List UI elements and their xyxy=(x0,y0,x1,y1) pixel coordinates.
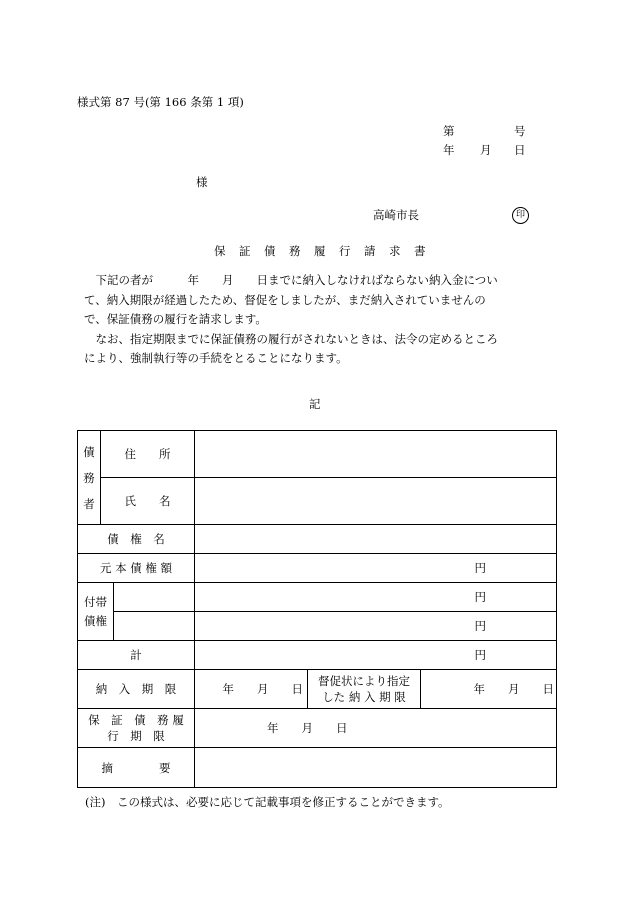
table-row xyxy=(78,525,557,554)
principal-label: 元 本 債 権 額 xyxy=(78,554,195,583)
date-day: 日 xyxy=(514,143,526,157)
payment-deadline-label: 納 入 期 限 xyxy=(78,670,195,709)
claim-table xyxy=(77,430,557,788)
document-no-suffix: 号 xyxy=(514,124,526,138)
table-row xyxy=(78,709,557,748)
claim-name-label: 債 権 名 xyxy=(78,525,195,554)
addressee-suffix: 様 xyxy=(196,175,208,189)
incidental-yen-2[interactable]: 円 xyxy=(195,612,557,641)
incidental-name-2[interactable] xyxy=(114,612,195,641)
table-row xyxy=(78,478,557,525)
total-yen[interactable]: 円 xyxy=(195,641,557,670)
guarantee-deadline-date[interactable]: 年 月 日 xyxy=(195,709,557,748)
incidental-yen-1[interactable]: 円 xyxy=(195,583,557,612)
remarks-value[interactable] xyxy=(195,748,557,788)
payment-deadline-date[interactable]: 年 月 日 xyxy=(195,670,308,709)
ki-heading: 記 xyxy=(309,397,321,411)
footnote: (注) この様式は、必要に応じて記載事項を修正することができます。 xyxy=(85,795,450,809)
form-number: 様式第 87 号(第 166 条第 1 項) xyxy=(77,95,244,109)
issuer: 高崎市長 xyxy=(373,208,419,222)
body-line-2: て、納入期限が経過したため、督促をしましたが、まだ納入されていませんの xyxy=(84,292,486,307)
claim-name-value[interactable] xyxy=(195,525,557,554)
table-row xyxy=(78,583,557,612)
table-row xyxy=(78,748,557,788)
total-label: 計 xyxy=(78,641,195,670)
incidental-name-1[interactable] xyxy=(114,583,195,612)
table-row xyxy=(78,612,557,641)
body-line-1: 下記の者が 年 月 日までに納入しなければならない納入金につい xyxy=(84,273,498,287)
debtor-label-cell: 債務者 xyxy=(78,431,101,525)
date-month: 月 xyxy=(480,143,492,157)
name-value[interactable] xyxy=(195,478,557,525)
remarks-label: 摘 要 xyxy=(78,748,195,788)
address-label: 住 所 xyxy=(101,431,195,478)
principal-yen[interactable]: 円 xyxy=(195,554,557,583)
document-no-prefix: 第 xyxy=(443,124,455,138)
body-line-3: で、保証債務の履行を請求します。 xyxy=(84,312,267,326)
body-line-5: により、強制執行等の手続をとることになります。 xyxy=(84,351,348,365)
body-text xyxy=(84,271,554,369)
table-row xyxy=(78,641,557,670)
seal-mark: 印 xyxy=(512,207,529,224)
designated-deadline-label-cell: 督促状により指定した 納 入 期 限 xyxy=(308,670,421,709)
date-year: 年 xyxy=(443,143,455,157)
document-title: 保 証 債 務 履 行 請 求 書 xyxy=(214,244,427,258)
table-row xyxy=(78,670,557,709)
address-value[interactable] xyxy=(195,431,557,478)
guarantee-deadline-label-cell: 保 証 債 務 履 行 期 限 xyxy=(78,709,195,748)
table-row xyxy=(78,431,557,478)
name-label: 氏 名 xyxy=(101,478,195,525)
incidental-label-cell: 付帯債権 xyxy=(78,583,114,641)
designated-deadline-date[interactable]: 年 月 日 xyxy=(421,670,557,709)
table-row xyxy=(78,554,557,583)
body-line-4: なお、指定期限までに保証債務の履行がされないときは、法令の定めるところ xyxy=(84,331,498,346)
